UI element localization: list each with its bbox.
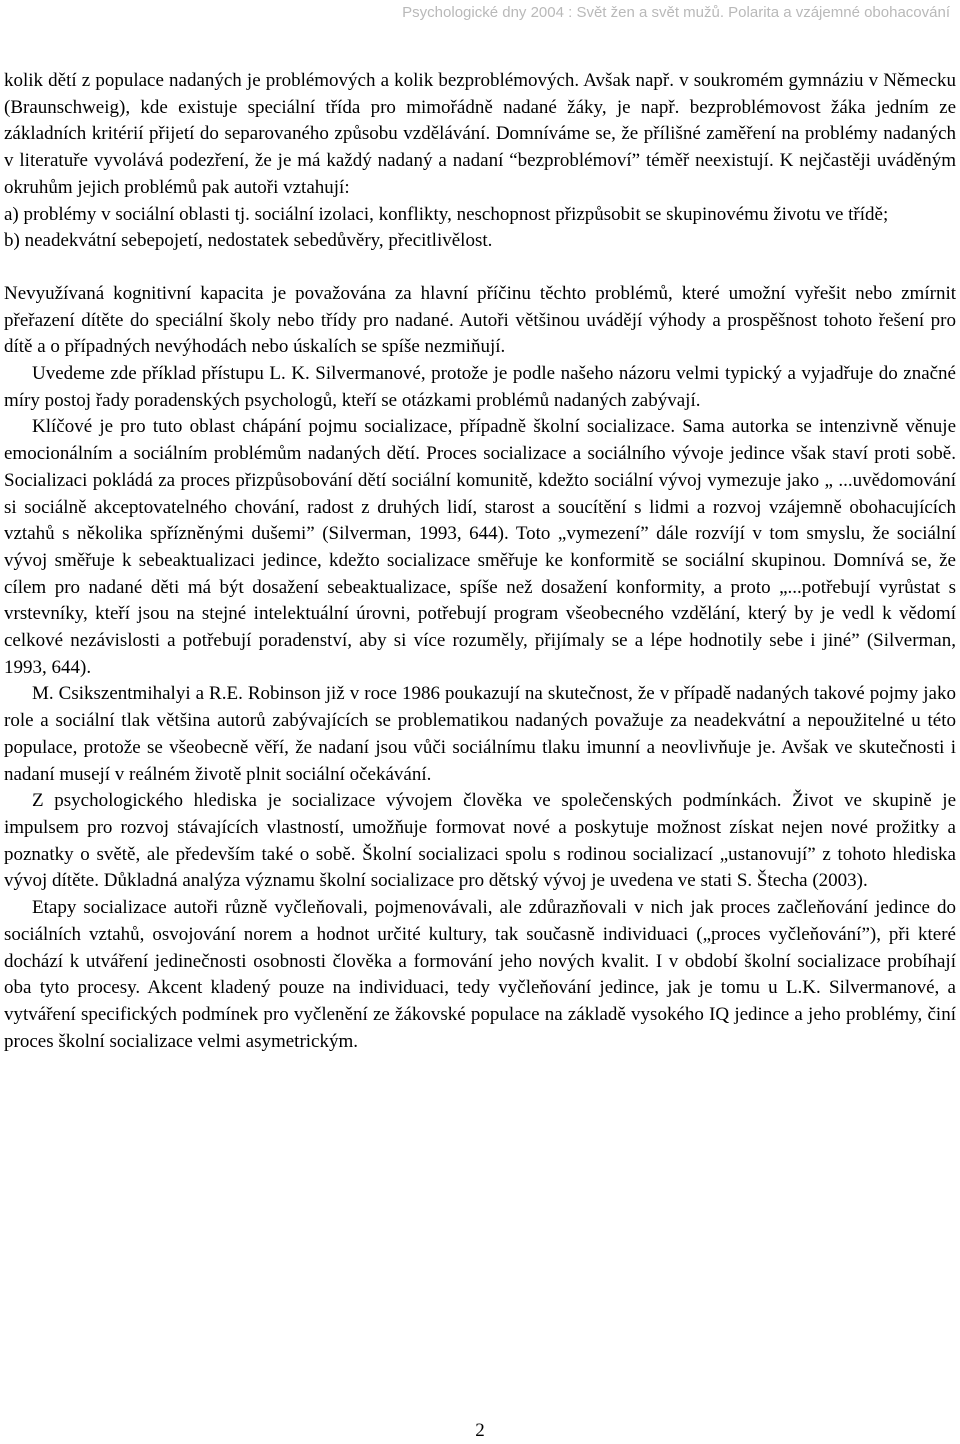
paragraph-socialization-stages: Etapy socializace autoři různě vyčleňovali, pojmenovávali, ale zdůrazňovali v nich jak proces začleňování jedince do sociálních vztahů, osvojování norem a hodnot určité kultury, tak současně individuaci („proces vyčleňování”), při které dochází k utváření jedinečnosti osobnosti člověka a formování jeho nových kvalit. I v období školní socializace probíhají oba tyto procesy. Akcent kladený pouze na individuaci, tedy vyčleňování jedince, jak je tomu u L.K. Silvermanové, a vytváření specifických podmínek pro vyčlenění ze žákovské populace na základě vysokého IQ jedince a jeho problémy, činí proces školní socializace velmi asymetrickým. [4,897,956,1052]
paragraph-cognitive-capacity: Nevyužívaná kognitivní kapacita je považována za hlavní příčinu těchto problémů, které umožní vyřešit nebo zmírnit přeřazení dítěte do speciální školy nebo třídy pro nadané. Autoři většinou uvádějí výhody a prospěšnost tohoto řešení pro dítě a o případných nevýhodách nebo úskalích se spíše nezmiňují. [4,282,956,358]
paragraph-silverman-intro: Uvedeme zde příklad přístupu L. K. Silvermanové, protože je podle našeho názoru velmi typický a vyjadřuje do značné míry postoj řady poradenských psychologů, kteří se otázkami problémů nadaných zabývají. [4,363,956,411]
paragraph-socialization-concept: Klíčové je pro tuto oblast chápání pojmu socializace, případně školní socializace. Sama autorka se intenzivně věnuje emocionálním a sociálním problémům nadaných dětí. Proces socializace a sociálního vývoje jedince však staví proti sobě. Socializaci pokládá za proces přizpůsobování dětí sociální komunitě, kdežto sociální vývoj vymezuje jako „ ...uvědomování si sociálně akceptovatelného chování, radost z druhých lidí, starost a soucítění s lidmi a rozvoj vzájemně obohacujících vztahů s několika spřízněnými dušemi” (Silverman, 1993, 644). Toto „vymezení” dále rozvíjí v tom smyslu, že sociální vývoj směřuje k sebeaktualizaci jedince, kdežto socializace směřuje ke konformitě se sociální skupinou. Domnívá se, že cílem pro nadané děti má být dosažení sebeaktualizace, spíše než dosažení konformity, a proto „...potřebují vyrůstat s vrstevníky, kteří jsou na stejné intelektuální úrovni, potřebují program všeobecného vzdělání, který by je vedl k vědomí celkové nezávislosti a potřebují poradenství, aby si více rozuměly, přijímaly se a lépe hodnotily sebe i jiné” (Silverman, 1993, 644). [4,416,956,678]
list-item-b-text: neadekvátní sebepojetí, nedostatek sebedůvěry, přecitlivělost. [24,230,493,252]
paragraph-psychological-view: Z psychologického hlediska je socializace vývojem člověka ve společenských podmínkách. Život ve skupině je impulsem pro rozvoj stávajících vlastností, umožňuje formovat nové a poskytuje možnost získat nejen nové prožitky a poznatky o světě, ale především také o sobě. Školní socializaci spolu s rodinou socializací „ustanovují” z tohoto hlediska vývoj dítěte. Důkladná analýza významu školní socializace pro dětský vývoj je uvedena ve stati S. Štecha (2003). [4,790,956,892]
running-header: Psychologické dny 2004 : Svět žen a svět mužů. Polarita a vzájemné obohacování [402,4,950,21]
page-number: 2 [475,1420,485,1441]
list-item-b [4,228,956,255]
paragraph-csikszentmihalyi: M. Csikszentmihalyi a R.E. Robinson již v roce 1986 poukazují na skutečnost, že v případě nadaných takové pojmy jako role a sociální tlak většina autorů zabývajících se problematikou nadaných považuje za neadekvátní a nepoužitelné u této populace, protože se všeobecně věří, že nadaní jsou vůči sociálnímu tlaku imunní a neovlivňuje je. Avšak ve skutečnosti i nadaní musejí v reálném životě plnit sociální očekávání. [4,683,956,785]
paragraph-spacer [4,255,956,281]
list-marker-a: a) [4,203,24,225]
document-body [4,68,956,1055]
list-item-a-text: problémy v sociální oblasti tj. sociální izolaci, konflikty, neschopnost přizpůsobit se skupinovému životu ve třídě; [23,203,889,225]
list-item-a [4,202,956,229]
paragraph-continued: kolik dětí z populace nadaných je problémových a kolik bezproblémových. Avšak např. v soukromém gymnáziu v Německu (Braunschweig), kde existuje speciální třída pro mimořádně nadané žáky, je např. bezproblémovost žáka jedním ze základních kritérií přijetí do separovaného způsobu vzdělávání. Domníváme se, že přílišné zaměření na problémy nadaných v literatuře vyvolává podezření, že je má každý nadaný a nadaní “bezproblémoví” téměř neexistují. K nejčastěji uváděným okruhům jejich problémů pak autoři vztahují: [4,70,956,198]
list-marker-b: b) [4,230,25,252]
